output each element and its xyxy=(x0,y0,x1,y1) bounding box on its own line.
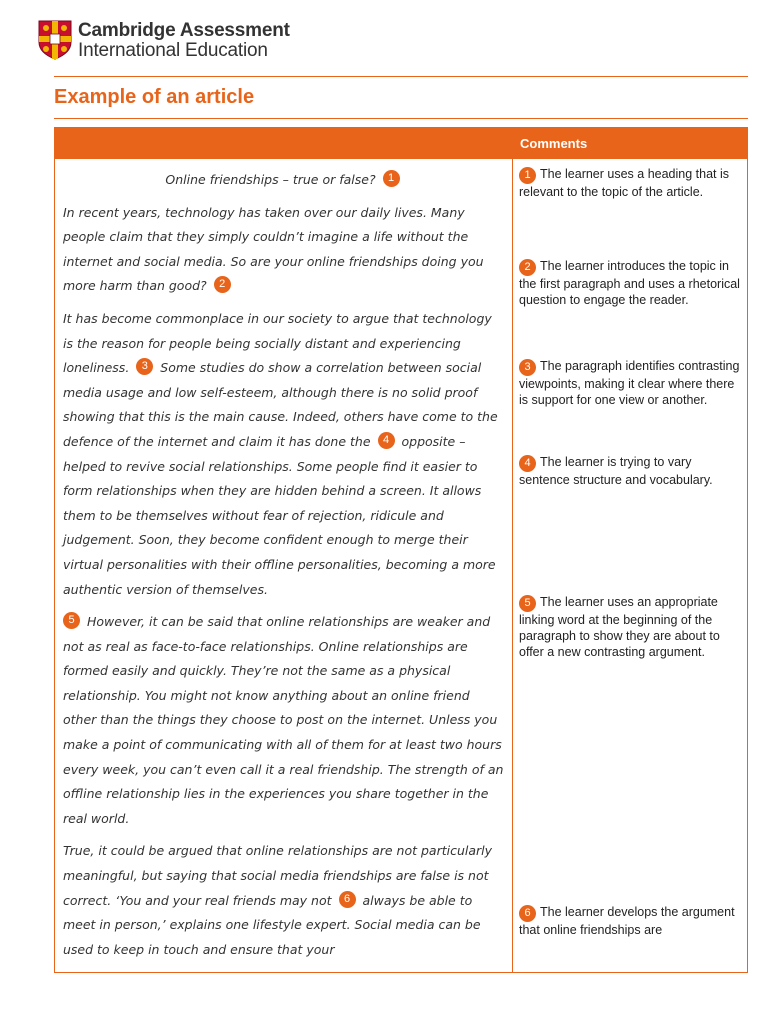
comment-badge-4: 4 xyxy=(519,455,536,472)
paragraph-3: 5 However, it can be said that online relationships are weaker and not as real as face-to-face relationships. Online relationships are formed easily and quickly. They’re not the same as a physical relationship. You might not know anything about an online friend other than the things they choose to post on the internet. Unless you make a point of communicating with all of them for at least two hours every week, you can’t even call it a real friendship. The strength of an offline relationship lies in the experiences you share together in the real world. xyxy=(63,614,504,826)
article-title: Online friendships – true or false? 1 xyxy=(63,168,505,193)
annotation-badge-5: 5 xyxy=(63,612,80,629)
comment-1: 1 The learner uses a heading that is relevant to the topic of the article. xyxy=(519,167,730,199)
org-name-line1: Cambridge Assessment xyxy=(78,19,290,41)
paragraph-2: It has become commonplace in our society to argue that technology is the reason for people being socially distant and experiencing loneliness. 3 Some studies do show a correlation between social media usage and low self-esteem, although there is no solid proof showing that this is the main cause. Indeed, others have come to the defence of the internet and claim it has done the 4 opposite – helped to revive social relationships. Some people find it easier to form relationships when they are hidden behind a screen. It allows them to be themselves without fear of rejection, ridicule and judgement. Soon, they become confident enough to merge their virtual personalities with their offline personalities, becoming a more authentic version of themselves. xyxy=(63,310,498,597)
cambridge-shield-icon xyxy=(38,20,72,60)
annotation-badge-2: 2 xyxy=(214,276,231,293)
paragraph-1: In recent years, technology has taken over our daily lives. Many people claim that they simply couldn’t imagine a life without the internet and social media. So are your online friendships doing you more harm than good? 2 xyxy=(63,204,484,294)
comment-badge-5: 5 xyxy=(519,595,536,612)
header-divider xyxy=(54,76,748,77)
logo xyxy=(38,20,290,60)
comment-badge-1: 1 xyxy=(519,167,536,184)
comments-column-header: Comments xyxy=(520,136,588,151)
paragraph-4: True, it could be argued that online relationships are not particularly meaningful, but saying that social media friendships are false is not correct. ‘You and your real friends may not 6 always be able to meet in person,’ explains one lifestyle expert. Social media can be used to keep in touch and ensure that your xyxy=(63,843,493,957)
comment-badge-3: 3 xyxy=(519,359,536,376)
annotation-badge-6: 6 xyxy=(339,891,356,908)
page-title: Example of an article xyxy=(54,86,255,108)
article-text xyxy=(63,168,505,970)
table-header xyxy=(55,128,747,159)
annotation-badge-3: 3 xyxy=(136,358,153,375)
annotation-badge-4: 4 xyxy=(378,432,395,449)
article-table xyxy=(54,127,748,973)
comment-badge-6: 6 xyxy=(519,905,536,922)
comment-3: 3 The paragraph identifies contrasting viewpoints, making it clear where there is support for one view or another. xyxy=(519,359,740,407)
org-name-line2: International Education xyxy=(78,39,268,61)
comment-2: 2 The learner introduces the topic in the first paragraph and uses a rhetorical question to engage the reader. xyxy=(519,259,740,307)
comment-5: 5 The learner uses an appropriate linking word at the beginning of the paragraph to show they are about to offer a new contrasting argument. xyxy=(519,595,720,659)
comment-4: 4 The learner is trying to vary sentence structure and vocabulary. xyxy=(519,455,713,487)
column-divider xyxy=(512,159,513,973)
title-divider xyxy=(54,118,748,119)
comment-badge-2: 2 xyxy=(519,259,536,276)
comment-6: 6 The learner develops the argument that online friendships are xyxy=(519,905,735,937)
annotation-badge-1: 1 xyxy=(383,170,400,187)
